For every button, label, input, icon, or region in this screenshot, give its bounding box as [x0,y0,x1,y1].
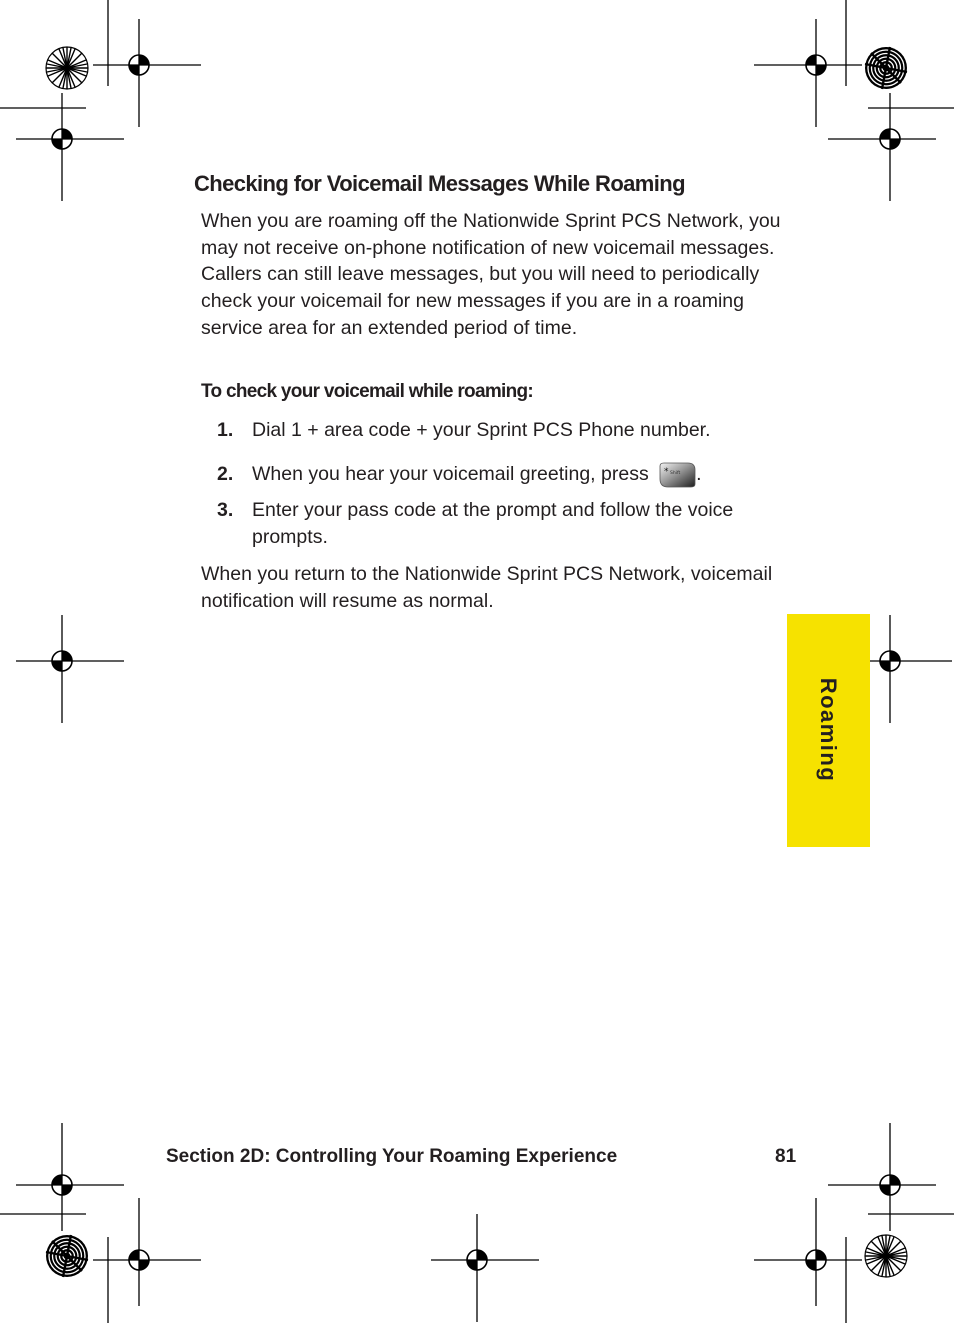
step-text: Dial 1 + area code + your Sprint PCS Phone number. [252,419,711,441]
page-number: 81 [775,1146,797,1167]
step-number: 3. [217,499,234,521]
intro-paragraph: When you are roaming off the Nationwide Sprint PCS Network, you may not receive on-phone notification of new voicemail messages. Callers can still leave messages, but you will need to periodically check your voicemail for new messages if you are in a roaming service area for an extended period of time. [201,210,781,339]
star-shift-key-icon [658,462,696,488]
step-text-main: When you hear your voicemail greeting, press [252,463,649,485]
step-number: 1. [217,419,234,441]
step-text: Enter your pass code at the prompt and follow the voice prompts. [252,499,734,548]
svg-text:Shift: Shift [670,471,681,476]
svg-text:*: * [664,467,669,477]
step-text-suffix: . [696,463,702,485]
side-tab-label: Roaming [816,677,841,783]
section-heading: Checking for Voicemail Messages While Roaming [194,171,685,196]
procedure-title: To check your voicemail while roaming: [201,381,534,402]
chapter-side-tab [787,614,870,847]
closing-paragraph: When you return to the Nationwide Sprint PCS Network, voicemail notification will resume as normal. [201,563,773,612]
footer-section-title: Section 2D: Controlling Your Roaming Experience [166,1146,618,1167]
step-number: 2. [217,463,234,485]
step-text [252,461,781,488]
